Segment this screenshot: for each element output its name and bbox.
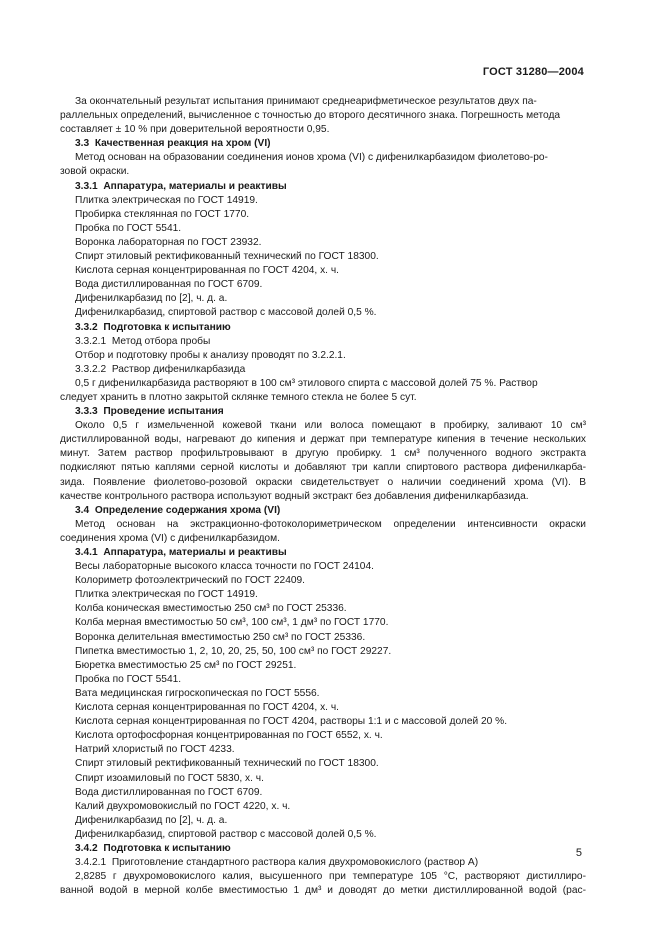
text-line: Весы лабораторные высокого класса точности по ГОСТ 24104. [75, 561, 374, 573]
text-line: составляет ± 10 % при доверительной вероятности 0,95. [60, 124, 330, 136]
text-line: Спирт изоамиловый по ГОСТ 5830, х. ч. [75, 772, 264, 784]
text-line: Колба коническая вместимостью 250 см³ по ГОСТ 25336. [75, 603, 347, 615]
text-line: Кислота серная концентрированная по ГОСТ 4204, х. ч. [75, 265, 339, 277]
text-line: Около 0,5 г измельченной кожевой ткани или волоса помещают в пробирку, заливают 10 см³ [75, 420, 586, 432]
text-line: Бюретка вместимостью 25 см³ по ГОСТ 29251. [75, 659, 297, 671]
text-line: дистиллированной воды, нагревают до кипения и держат при температуре кипения в течение нескольких [60, 434, 586, 446]
text-line: 3.3.2.2 Раствор дифенилкарбазида [75, 363, 246, 375]
text-line: соединения хрома (VI) с дифенилкарбазидом. [60, 532, 280, 544]
section-heading: 3.3.3 Проведение испытания [75, 406, 224, 418]
text-line: 2,8285 г двухромовокислого калия, высушенного при температуре 105 °С, растворяют дистиллиро- [75, 871, 586, 883]
text-line: Кислота ортофосфорная концентрированная по ГОСТ 6552, х. ч. [75, 730, 383, 742]
text-line: Спирт этиловый ректификованный технический по ГОСТ 18300. [75, 758, 379, 770]
text-line: зида. Появление фиолетово-розовой окраски свидетельствует о наличии соединений хрома (VI). В [60, 476, 586, 488]
text-line: Метод основан на образовании соединения ионов хрома (VI) с дифенилкарбазидом фиолетово-ро- [75, 152, 548, 164]
text-line: За окончательный результат испытания принимают среднеарифметическое результатов двух па- [75, 96, 537, 107]
page-number: 5 [575, 847, 582, 859]
text-line: Пробка по ГОСТ 5541. [75, 673, 182, 685]
text-line: минут. Затем раствор профильтровывают в другую пробирку. 1 см³ полученного водного экстракта [60, 448, 586, 460]
section-heading: 3.4.1 Аппаратура, материалы и реактивы [75, 547, 287, 558]
text-line: Пробирка стеклянная по ГОСТ 1770. [75, 208, 250, 220]
text-line: Отбор и подготовку пробы к анализу проводят по 3.2.2.1. [75, 349, 346, 361]
text-line: Воронка делительная вместимостью 250 см³ по ГОСТ 25336. [75, 631, 366, 643]
text-line: Вода дистиллированная по ГОСТ 6709. [75, 786, 263, 798]
text-line: следует хранить в плотно закрытой склянке темного стекла не более 5 сут. [60, 391, 417, 403]
text-line: Вата медицинская гигроскопическая по ГОСТ 5556. [75, 687, 320, 699]
text-line: подкисляют пятью каплями серной кислоты и добавляют три капли спиртового раствора дифенилкарба- [60, 462, 586, 474]
text-line: Колба мерная вместимостью 50 см³, 100 см³, 1 дм³ по ГОСТ 1770. [75, 617, 389, 629]
text-line: Дифенилкарбазид, спиртовой раствор с массовой долей 0,5 %. [75, 828, 377, 840]
text-line: Кислота серная концентрированная по ГОСТ 4204, растворы 1:1 и с массовой долей 20 %. [75, 716, 508, 728]
text-line: Вода дистиллированная по ГОСТ 6709. [75, 279, 263, 291]
text-line: 3.3.2.1 Метод отбора пробы [75, 335, 211, 347]
text-line: Пробка по ГОСТ 5541. [75, 222, 182, 234]
document-body [60, 95, 586, 898]
text-line: качестве контрольного раствора используют водный экстракт без добавления дифенилкарбазида. [60, 490, 529, 502]
text-line: Спирт этиловый ректификованный технический по ГОСТ 18300. [75, 251, 379, 263]
text-line: Колориметр фотоэлектрический по ГОСТ 22409. [75, 575, 306, 587]
text-line: Калий двухромовокислый по ГОСТ 4220, х. ч. [75, 800, 291, 812]
text-line: Метод основан на экстракционно-фотоколориметрическом определении интенсивности окраски [75, 518, 586, 530]
text-line: Воронка лабораторная по ГОСТ 23932. [75, 236, 262, 248]
text-line: Дифенилкарбазид по [2], ч. д. а. [75, 293, 228, 305]
section-heading: 3.3.1 Аппаратура, материалы и реактивы [75, 180, 287, 192]
text-line: Дифенилкарбазид, спиртовой раствор с массовой долей 0,5 %. [75, 307, 377, 319]
section-heading: 3.4.2 Подготовка к испытанию [75, 842, 231, 854]
text-line: раллельных определений, вычисленное с точностью до второго десятичного знака. Погрешность метода [60, 110, 561, 122]
text-line: Кислота серная концентрированная по ГОСТ 4204, х. ч. [75, 702, 339, 714]
section-heading: 3.3.2 Подготовка к испытанию [75, 321, 231, 333]
text-line: 0,5 г дифенилкарбазида растворяют в 100 см³ этилового спирта с массовой долей 75 %. Раствор [75, 377, 538, 389]
text-line: 3.4.2.1 Приготовление стандартного раствора калия двухромовокислого (раствор А) [75, 857, 479, 869]
section-heading: 3.4 Определение содержания хрома (VI) [75, 504, 281, 516]
document-standard-number: ГОСТ 31280—2004 [482, 66, 584, 78]
text-line: ванной водой в мерной колбе вместимостью 1 дм³ и доводят до метки дистиллированной водой (рас- [60, 885, 586, 897]
text-line: Дифенилкарбазид по [2], ч. д. а. [75, 814, 228, 826]
text-line: Пипетка вместимостью 1, 2, 10, 20, 25, 50, 100 см³ по ГОСТ 29227. [75, 645, 392, 657]
text-line: Натрий хлористый по ГОСТ 4233. [75, 744, 235, 756]
text-line: зовой окраски. [60, 166, 130, 178]
text-line: Плитка электрическая по ГОСТ 14919. [75, 194, 258, 206]
section-heading: 3.3 Качественная реакция на хром (VI) [75, 138, 271, 150]
text-line: Плитка электрическая по ГОСТ 14919. [75, 589, 258, 601]
